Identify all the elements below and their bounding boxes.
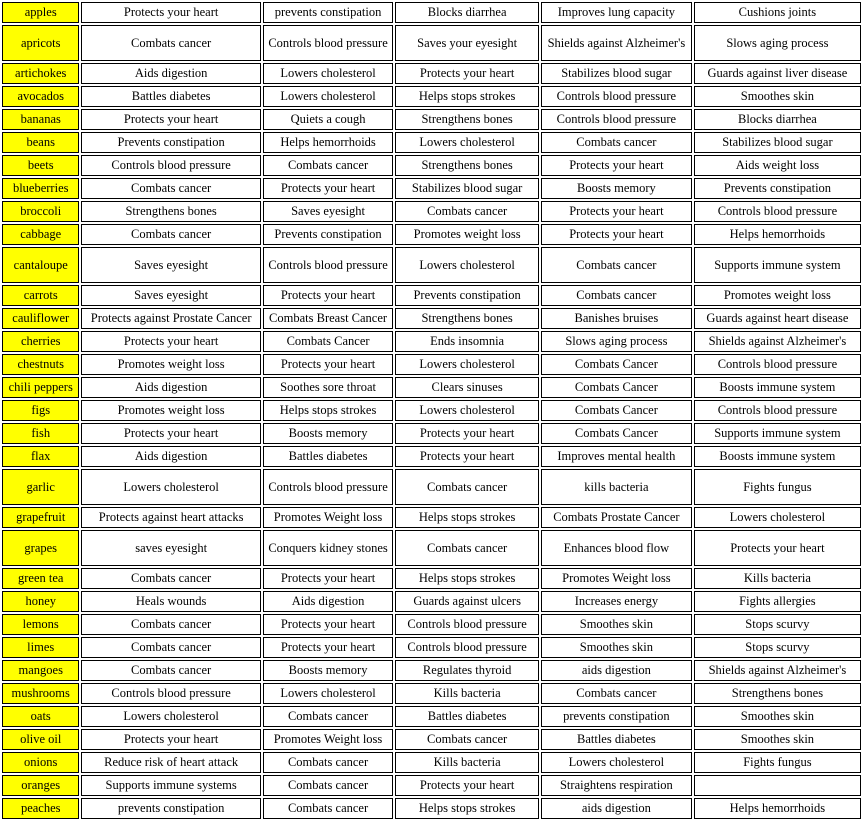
benefit-cell: Guards against heart disease: [694, 308, 861, 329]
benefit-cell: Fights fungus: [694, 469, 861, 505]
benefit-cell: Strengthens bones: [694, 683, 861, 704]
benefit-cell: Combats cancer: [81, 568, 260, 589]
benefit-cell: Stabilizes blood sugar: [395, 178, 539, 199]
benefit-cell: Prevents constipation: [694, 178, 861, 199]
benefit-cell: Supports immune system: [694, 423, 861, 444]
table-row: [2, 285, 861, 306]
table-row: [2, 614, 861, 635]
benefit-cell: Battles diabetes: [395, 706, 539, 727]
table-row: [2, 201, 861, 222]
benefit-cell: Protects your heart: [395, 423, 539, 444]
benefit-cell: Protects your heart: [81, 423, 260, 444]
table-row: [2, 423, 861, 444]
benefit-cell: Protects your heart: [395, 63, 539, 84]
food-name-cell: peaches: [2, 798, 79, 819]
benefit-cell: Lowers cholesterol: [395, 247, 539, 283]
table-row: [2, 660, 861, 681]
table-row: [2, 469, 861, 505]
benefit-cell: Protects your heart: [81, 331, 260, 352]
benefit-cell: Combats Cancer: [263, 331, 393, 352]
benefit-cell: Lowers cholesterol: [395, 400, 539, 421]
table-row: [2, 25, 861, 61]
benefit-cell: Strengthens bones: [395, 109, 539, 130]
benefit-cell: Controls blood pressure: [694, 201, 861, 222]
benefit-cell: Helps hemorrhoids: [263, 132, 393, 153]
table-row: [2, 132, 861, 153]
food-name-cell: fish: [2, 423, 79, 444]
food-name-cell: onions: [2, 752, 79, 773]
benefit-cell: Helps stops strokes: [395, 798, 539, 819]
food-name-cell: honey: [2, 591, 79, 612]
benefit-cell: Shields against Alzheimer's: [694, 660, 861, 681]
benefit-cell: Saves eyesight: [81, 247, 260, 283]
benefit-cell: Helps hemorrhoids: [694, 224, 861, 245]
table-row: [2, 530, 861, 566]
table-body: [2, 2, 861, 819]
benefit-cell: prevents constipation: [541, 706, 692, 727]
benefit-cell: Protects your heart: [541, 155, 692, 176]
benefit-cell: Helps hemorrhoids: [694, 798, 861, 819]
benefit-cell: Regulates thyroid: [395, 660, 539, 681]
benefit-cell: Combats cancer: [541, 132, 692, 153]
benefit-cell: Fights allergies: [694, 591, 861, 612]
food-name-cell: bananas: [2, 109, 79, 130]
benefit-cell: Increases energy: [541, 591, 692, 612]
table-row: [2, 224, 861, 245]
benefit-cell: Supports immune systems: [81, 775, 260, 796]
benefit-cell: Protects your heart: [263, 614, 393, 635]
benefit-cell: Prevents constipation: [81, 132, 260, 153]
food-name-cell: chili peppers: [2, 377, 79, 398]
benefit-cell: Saves your eyesight: [395, 25, 539, 61]
food-name-cell: flax: [2, 446, 79, 467]
benefit-cell: Combats cancer: [395, 201, 539, 222]
benefit-cell: Soothes sore throat: [263, 377, 393, 398]
benefit-cell: Battles diabetes: [81, 86, 260, 107]
benefit-cell: Stops scurvy: [694, 614, 861, 635]
benefit-cell: Combats cancer: [541, 247, 692, 283]
benefit-cell: Lowers cholesterol: [263, 63, 393, 84]
benefit-cell: aids digestion: [541, 660, 692, 681]
benefit-cell: Protects your heart: [263, 178, 393, 199]
benefit-cell: Lowers cholesterol: [263, 86, 393, 107]
benefit-cell: Combats cancer: [541, 683, 692, 704]
benefit-cell: Combats Cancer: [541, 354, 692, 375]
food-name-cell: limes: [2, 637, 79, 658]
benefit-cell: Smoothes skin: [694, 729, 861, 750]
benefit-cell: Promotes Weight loss: [263, 729, 393, 750]
food-name-cell: grapes: [2, 530, 79, 566]
benefit-cell: Saves eyesight: [263, 201, 393, 222]
food-name-cell: avocados: [2, 86, 79, 107]
benefit-cell: kills bacteria: [541, 469, 692, 505]
benefit-cell: Strengthens bones: [395, 308, 539, 329]
food-name-cell: lemons: [2, 614, 79, 635]
benefit-cell: Controls blood pressure: [81, 683, 260, 704]
benefit-cell: Protects your heart: [395, 775, 539, 796]
benefit-cell: Combats cancer: [395, 530, 539, 566]
benefit-cell: Controls blood pressure: [694, 400, 861, 421]
food-name-cell: cherries: [2, 331, 79, 352]
benefit-cell: [694, 775, 861, 796]
table-row: [2, 591, 861, 612]
benefit-cell: Protects your heart: [541, 224, 692, 245]
table-row: [2, 637, 861, 658]
benefit-cell: Combats cancer: [395, 469, 539, 505]
table-row: [2, 798, 861, 819]
benefit-cell: Battles diabetes: [541, 729, 692, 750]
benefit-cell: Kills bacteria: [694, 568, 861, 589]
benefit-cell: Straightens respiration: [541, 775, 692, 796]
table-row: [2, 354, 861, 375]
benefit-cell: Promotes weight loss: [395, 224, 539, 245]
food-name-cell: olive oil: [2, 729, 79, 750]
benefit-cell: Protects your heart: [263, 354, 393, 375]
benefit-cell: Heals wounds: [81, 591, 260, 612]
benefit-cell: Improves mental health: [541, 446, 692, 467]
food-name-cell: figs: [2, 400, 79, 421]
benefit-cell: Fights fungus: [694, 752, 861, 773]
benefit-cell: Controls blood pressure: [395, 614, 539, 635]
benefit-cell: Guards against liver disease: [694, 63, 861, 84]
benefit-cell: Lowers cholesterol: [541, 752, 692, 773]
benefit-cell: Lowers cholesterol: [263, 683, 393, 704]
benefit-cell: Stabilizes blood sugar: [694, 132, 861, 153]
benefit-cell: Controls blood pressure: [263, 469, 393, 505]
benefit-cell: Aids digestion: [81, 377, 260, 398]
food-name-cell: chestnuts: [2, 354, 79, 375]
food-name-cell: beets: [2, 155, 79, 176]
benefit-cell: Stabilizes blood sugar: [541, 63, 692, 84]
benefit-cell: Boosts memory: [263, 660, 393, 681]
table-row: [2, 63, 861, 84]
benefit-cell: Helps stops strokes: [395, 568, 539, 589]
benefit-cell: Protects your heart: [694, 530, 861, 566]
benefit-cell: Saves eyesight: [81, 285, 260, 306]
benefit-cell: Controls blood pressure: [541, 86, 692, 107]
benefit-cell: Lowers cholesterol: [81, 706, 260, 727]
table-row: [2, 178, 861, 199]
benefit-cell: Aids digestion: [81, 446, 260, 467]
benefit-cell: Clears sinuses: [395, 377, 539, 398]
benefit-cell: Controls blood pressure: [541, 109, 692, 130]
benefit-cell: Aids digestion: [263, 591, 393, 612]
table-row: [2, 247, 861, 283]
benefit-cell: Boosts memory: [263, 423, 393, 444]
benefit-cell: Protects your heart: [81, 2, 260, 23]
table-row: [2, 683, 861, 704]
table-row: [2, 775, 861, 796]
benefit-cell: Stops scurvy: [694, 637, 861, 658]
benefit-cell: Smoothes skin: [541, 637, 692, 658]
benefit-cell: Aids digestion: [81, 63, 260, 84]
benefit-cell: Combats Cancer: [541, 423, 692, 444]
table-row: [2, 2, 861, 23]
benefit-cell: Promotes weight loss: [81, 400, 260, 421]
food-name-cell: cauliflower: [2, 308, 79, 329]
benefit-cell: Battles diabetes: [263, 446, 393, 467]
benefit-cell: Controls blood pressure: [81, 155, 260, 176]
food-name-cell: artichokes: [2, 63, 79, 84]
table-row: [2, 86, 861, 107]
food-name-cell: blueberries: [2, 178, 79, 199]
benefit-cell: Protects your heart: [395, 446, 539, 467]
benefit-cell: Combats cancer: [81, 25, 260, 61]
food-name-cell: mushrooms: [2, 683, 79, 704]
benefit-cell: Controls blood pressure: [263, 247, 393, 283]
benefit-cell: Slows aging process: [694, 25, 861, 61]
benefit-cell: Quiets a cough: [263, 109, 393, 130]
benefit-cell: Protects against heart attacks: [81, 507, 260, 528]
food-name-cell: carrots: [2, 285, 79, 306]
benefit-cell: Combats Breast Cancer: [263, 308, 393, 329]
table-row: [2, 568, 861, 589]
benefit-cell: Combats Prostate Cancer: [541, 507, 692, 528]
benefit-cell: Kills bacteria: [395, 752, 539, 773]
benefit-cell: Combats Cancer: [541, 377, 692, 398]
table-row: [2, 308, 861, 329]
food-name-cell: oranges: [2, 775, 79, 796]
benefit-cell: Enhances blood flow: [541, 530, 692, 566]
benefit-cell: Helps stops strokes: [395, 507, 539, 528]
benefit-cell: Boosts immune system: [694, 377, 861, 398]
food-name-cell: apricots: [2, 25, 79, 61]
benefit-cell: Shields against Alzheimer's: [694, 331, 861, 352]
benefit-cell: Combats Cancer: [541, 400, 692, 421]
benefit-cell: Lowers cholesterol: [81, 469, 260, 505]
benefit-cell: Protects against Prostate Cancer: [81, 308, 260, 329]
benefit-cell: Banishes bruises: [541, 308, 692, 329]
benefit-cell: Combats cancer: [541, 285, 692, 306]
food-name-cell: cantaloupe: [2, 247, 79, 283]
benefit-cell: Combats cancer: [263, 775, 393, 796]
benefit-cell: Promotes weight loss: [694, 285, 861, 306]
table-row: [2, 331, 861, 352]
benefit-cell: Conquers kidney stones: [263, 530, 393, 566]
benefit-cell: Smoothes skin: [694, 86, 861, 107]
benefit-cell: Strengthens bones: [395, 155, 539, 176]
benefit-cell: Smoothes skin: [541, 614, 692, 635]
benefit-cell: Protects your heart: [263, 568, 393, 589]
benefit-cell: Boosts memory: [541, 178, 692, 199]
table-row: [2, 155, 861, 176]
benefit-cell: Lowers cholesterol: [395, 354, 539, 375]
benefit-cell: Combats cancer: [81, 614, 260, 635]
food-name-cell: mangoes: [2, 660, 79, 681]
table-row: [2, 446, 861, 467]
table-row: [2, 507, 861, 528]
benefit-cell: Combats cancer: [263, 155, 393, 176]
benefit-cell: Guards against ulcers: [395, 591, 539, 612]
benefit-cell: Protects your heart: [263, 285, 393, 306]
benefit-cell: Prevents constipation: [395, 285, 539, 306]
table-row: [2, 752, 861, 773]
benefit-cell: Blocks diarrhea: [694, 109, 861, 130]
benefit-cell: Ends insomnia: [395, 331, 539, 352]
benefit-cell: Aids weight loss: [694, 155, 861, 176]
benefit-cell: aids digestion: [541, 798, 692, 819]
benefit-cell: Strengthens bones: [81, 201, 260, 222]
food-name-cell: oats: [2, 706, 79, 727]
benefit-cell: Controls blood pressure: [395, 637, 539, 658]
table-row: [2, 706, 861, 727]
benefit-cell: Prevents constipation: [263, 224, 393, 245]
benefit-cell: Combats cancer: [81, 178, 260, 199]
benefit-cell: Combats cancer: [81, 660, 260, 681]
food-name-cell: apples: [2, 2, 79, 23]
benefit-cell: Promotes Weight loss: [541, 568, 692, 589]
benefit-cell: Protects your heart: [81, 109, 260, 130]
benefit-cell: Helps stops strokes: [395, 86, 539, 107]
benefit-cell: Cushions joints: [694, 2, 861, 23]
benefit-cell: Slows aging process: [541, 331, 692, 352]
benefit-cell: Improves lung capacity: [541, 2, 692, 23]
benefit-cell: Protects your heart: [81, 729, 260, 750]
benefit-cell: Combats cancer: [263, 706, 393, 727]
benefit-cell: Lowers cholesterol: [395, 132, 539, 153]
benefit-cell: Reduce risk of heart attack: [81, 752, 260, 773]
benefit-cell: Controls blood pressure: [694, 354, 861, 375]
benefit-cell: saves eyesight: [81, 530, 260, 566]
benefit-cell: prevents constipation: [81, 798, 260, 819]
benefit-cell: Protects your heart: [541, 201, 692, 222]
benefit-cell: Kills bacteria: [395, 683, 539, 704]
table-row: [2, 109, 861, 130]
food-name-cell: cabbage: [2, 224, 79, 245]
benefit-cell: Combats cancer: [81, 637, 260, 658]
benefit-cell: prevents constipation: [263, 2, 393, 23]
food-name-cell: garlic: [2, 469, 79, 505]
benefit-cell: Helps stops strokes: [263, 400, 393, 421]
benefit-cell: Combats cancer: [263, 798, 393, 819]
benefit-cell: Promotes Weight loss: [263, 507, 393, 528]
benefit-cell: Combats cancer: [81, 224, 260, 245]
benefit-cell: Lowers cholesterol: [694, 507, 861, 528]
food-name-cell: beans: [2, 132, 79, 153]
benefit-cell: Supports immune system: [694, 247, 861, 283]
food-name-cell: grapefruit: [2, 507, 79, 528]
benefit-cell: Combats cancer: [395, 729, 539, 750]
table-row: [2, 400, 861, 421]
table-row: [2, 729, 861, 750]
food-name-cell: green tea: [2, 568, 79, 589]
benefit-cell: Smoothes skin: [694, 706, 861, 727]
table-row: [2, 377, 861, 398]
benefit-cell: Controls blood pressure: [263, 25, 393, 61]
benefit-cell: Protects your heart: [263, 637, 393, 658]
benefit-cell: Blocks diarrhea: [395, 2, 539, 23]
benefit-cell: Boosts immune system: [694, 446, 861, 467]
benefit-cell: Combats cancer: [263, 752, 393, 773]
benefit-cell: Shields against Alzheimer's: [541, 25, 692, 61]
food-name-cell: broccoli: [2, 201, 79, 222]
benefit-cell: Promotes weight loss: [81, 354, 260, 375]
